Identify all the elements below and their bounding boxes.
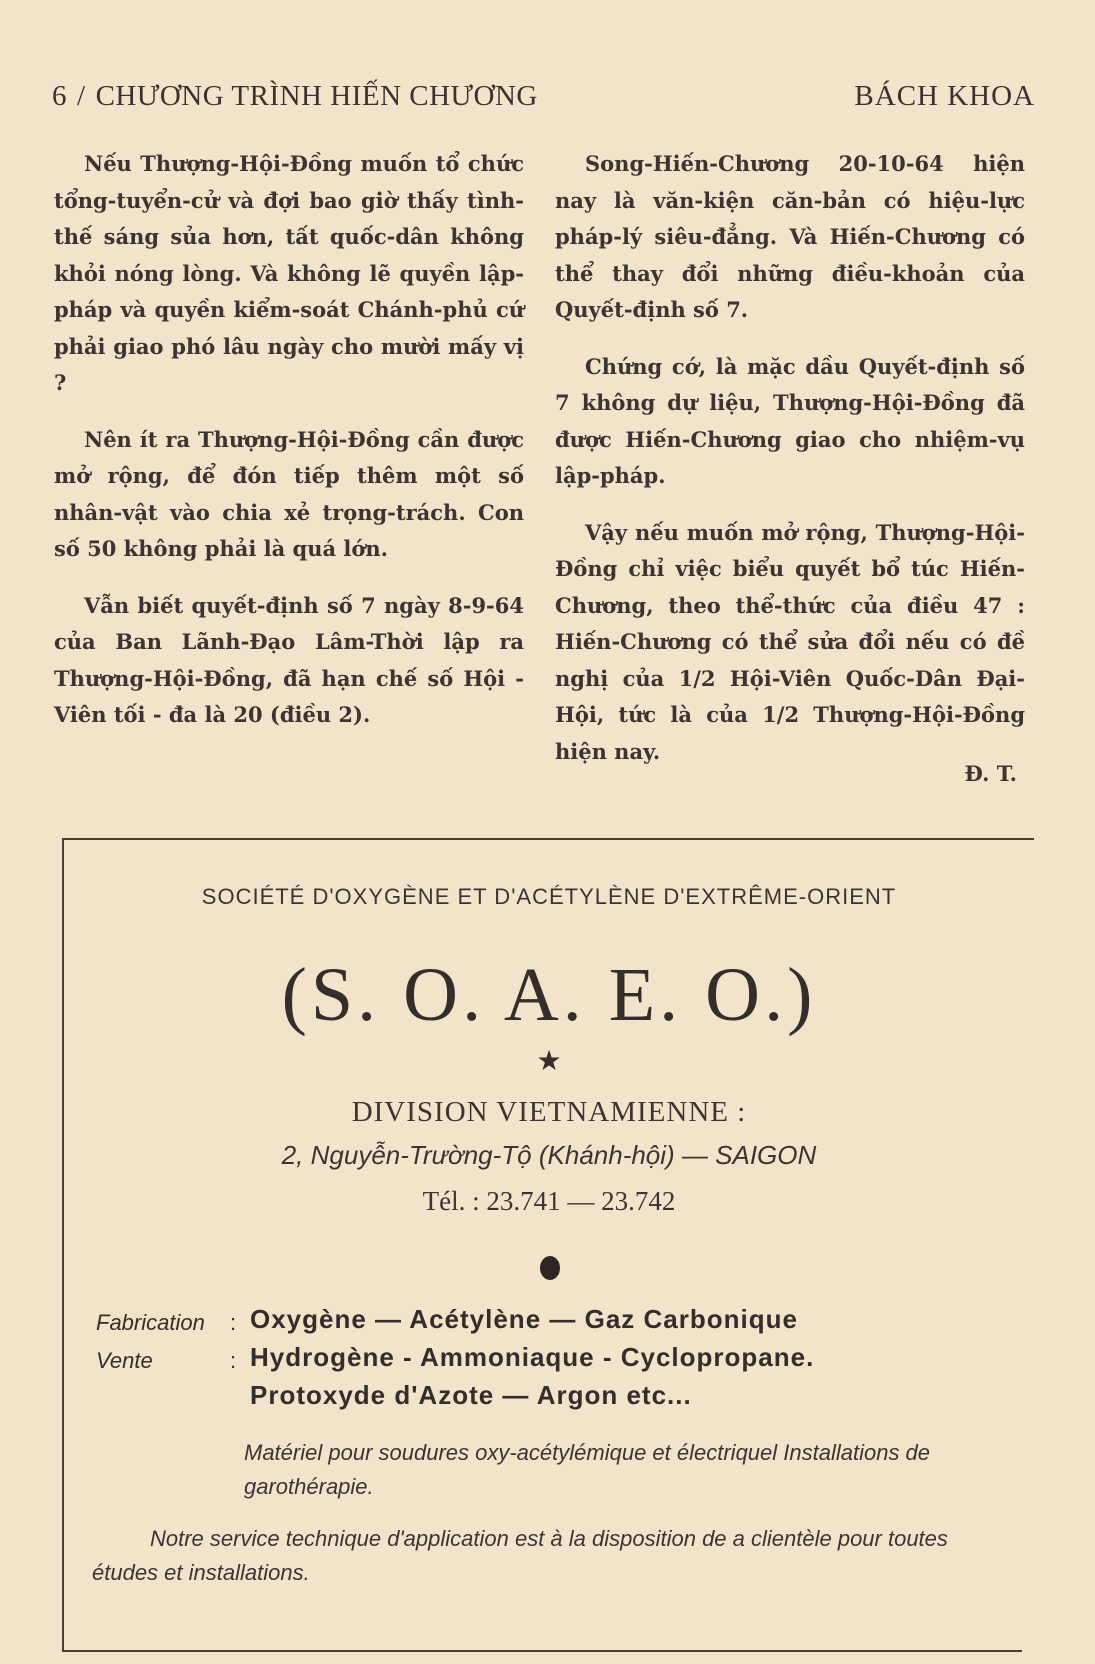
paragraph: Vẫn biết quyết-định số 7 ngày 8-9-64 của Ban Lãnh-Đạo Lâm-Thời lập ra Thượng-Hội-Đồng, đã hạn chế số Hội - Viên tối - đa là 20 (điều 2). (54, 592, 524, 727)
vente-products-continued: Protoxyde d'Azote — Argon etc... (250, 1380, 692, 1410)
vente-label: Vente (96, 1348, 153, 1373)
division-title: DIVISION VIETNAMIENNE : (351, 1096, 747, 1128)
paragraph: Nên ít ra Thượng-Hội-Đồng cần được mở rộng, để đón tiếp thêm một số nhân-vật vào chia xẻ trọng-trách. Con số 50 không phải là quá lớn. (54, 426, 524, 561)
colon: : (230, 1310, 237, 1335)
service-note: Notre service technique d'application est à la disposition de a clientèle pour toutes études et installations. (92, 1526, 948, 1585)
company-acronym: (S. O. A. E. O.) (281, 953, 817, 1037)
article-right-column (555, 146, 1025, 793)
star-icon: ★ (536, 1044, 562, 1077)
fabrication-label: Fabrication (96, 1310, 205, 1335)
paragraph: Song-Hiến-Chương 20-10-64 hiện nay là văn-kiện căn-bản có hiệu-lực pháp-lý siêu-đẳng. Và Hiến-Chương có thể thay đổi những điều-khoản của Quyết-định số 7. (555, 151, 1025, 322)
magazine-name: BÁCH KHOA (854, 80, 1035, 112)
section-title: CHƯƠNG TRÌNH HIẾN CHƯƠNG (95, 80, 538, 112)
company-address: 2, Nguyễn-Trường-Tộ (Khánh-hội) — SAIGON (281, 1140, 817, 1170)
company-full-name: SOCIÉTÉ D'OXYGÈNE ET D'ACÉTYLÈNE D'EXTRÊME-ORIENT (201, 884, 897, 909)
author-signature: Đ. T. (964, 761, 1017, 786)
paragraph: Chứng cớ, là mặc dầu Quyết-định số 7 không dự liệu, Thượng-Hội-Đồng đã được Hiến-Chương giao cho nhiệm-vụ lập-pháp. (555, 353, 1025, 488)
header-separator: / (77, 80, 86, 112)
fabrication-products: Oxygène — Acétylène — Gaz Carbonique (250, 1304, 798, 1334)
colon: : (230, 1348, 237, 1373)
page-header (52, 80, 1035, 120)
materials-note: Matériel pour soudures oxy-acétylémique et électriquel Installations de garothérapie. (244, 1440, 931, 1499)
telephone-numbers: Tél. : 23.741 — 23.742 (422, 1186, 676, 1216)
paragraph: Vậy nếu muốn mở rộng, Thượng-Hội-Đồng chỉ việc biểu quyết bổ túc Hiến-Chương, theo thể-thức của điều 47 : Hiến-Chương có thể sửa đổi nếu có đề nghị của 1/2 Hội-Viên Quốc-Dân Đại-Hội, tức là của 1/2 Thượng-Hội-Đồng hiện nay. (555, 519, 1025, 764)
vente-products: Hydrogène - Ammoniaque - Cyclopropane. (250, 1342, 815, 1372)
advertisement-box (62, 838, 1034, 1650)
paragraph: Nếu Thượng-Hội-Đồng muốn tổ chức tổng-tuyển-cử và đợi bao giờ thấy tình-thế sáng sủa hơn, tất quốc-dân không khỏi nóng lòng. Và không lẽ quyền lập-pháp và quyền kiểm-soát Chánh-phủ cứ phải giao phó lâu ngày cho mười mấy vị ? (54, 151, 524, 395)
page-number: 6 (52, 80, 67, 112)
advertisement-bottom-rule (62, 1650, 1022, 1652)
bullet-dot-icon (540, 1256, 560, 1280)
article-left-column (54, 146, 524, 754)
header-left (52, 80, 538, 113)
